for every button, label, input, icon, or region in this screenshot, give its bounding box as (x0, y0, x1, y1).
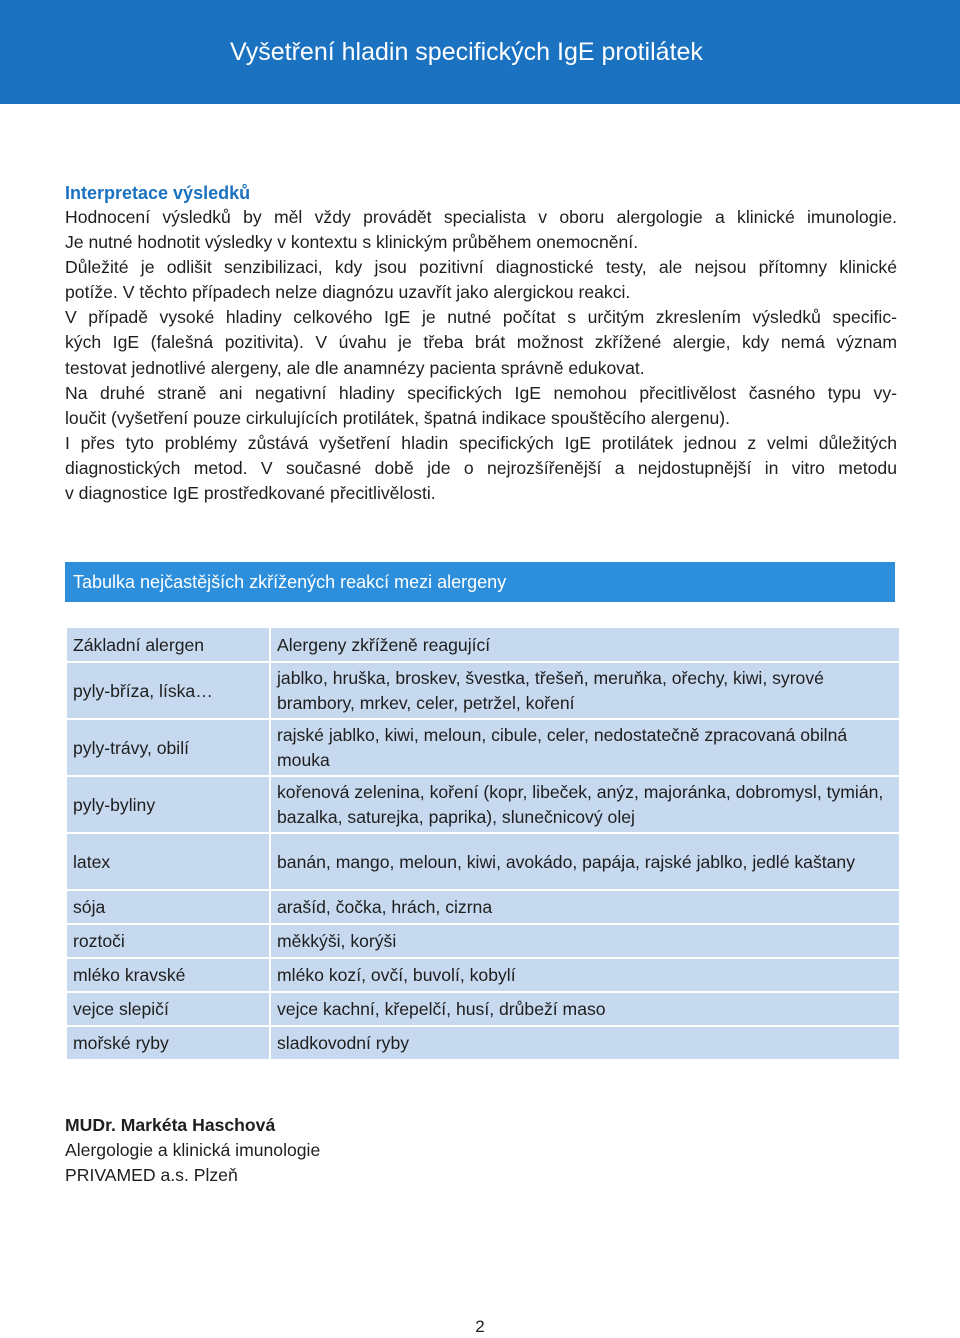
table-header-row (66, 627, 900, 662)
base-allergen-cell: sója (66, 890, 270, 924)
body-line: Důležité je odlišit senzibilizaci, kdy jsou pozitivní diagnostické testy, ale nejsou přítomny klinické (65, 257, 897, 278)
table-row (66, 924, 900, 958)
table-title: Tabulka nejčastějších zkřížených reakcí mezi alergeny (73, 572, 507, 592)
table-row (66, 833, 900, 890)
body-line: kých IgE (falešná pozitivita). V úvahu je třeba brát možnost zkřížené alergie, kdy nemá význam (65, 332, 897, 353)
body-line: testovat jednotlivé alergeny, ale dle anamnézy pacienta správně edukovat. (65, 357, 645, 378)
base-allergen-cell: pyly-trávy, obilí (66, 719, 270, 776)
body-line: diagnostických metod. V současné době jde o nejrozšířenější a nejdostupnější in vitro metodu (65, 457, 897, 478)
cross-reacting-cell: mléko kozí, ovčí, buvolí, kobylí (270, 958, 900, 992)
author-department: Alergologie a klinická imunologie (65, 1140, 321, 1160)
body-line: I přes tyto problémy zůstává vyšetření hladin specifických IgE protilátek jednou z velmi důležitých (65, 432, 897, 453)
base-allergen-cell: latex (66, 833, 270, 890)
cross-reacting-cell: rajské jablko, kiwi, meloun, cibule, celer, nedostatečně zpracovaná obilná mouka (270, 719, 900, 776)
author-name: MUDr. Markéta Haschová (65, 1115, 276, 1135)
cross-reacting-cell: měkkýši, korýši (270, 924, 900, 958)
base-allergen-cell: vejce slepičí (66, 992, 270, 1026)
body-line: v diagnostice IgE prostředkované přecitlivělosti. (65, 483, 436, 504)
body-line: loučit (vyšetření pouze cirkulujících protilátek, špatná indikace spouštěcího alergenu). (65, 407, 731, 428)
table-row (66, 992, 900, 1026)
body-line: Na druhé straně ani negativní hladiny specifických IgE nemohou přecitlivělost časného typu vy- (65, 382, 897, 403)
table-row (66, 958, 900, 992)
author-block (65, 1113, 320, 1188)
base-allergen-cell: roztoči (66, 924, 270, 958)
header-cell-base-allergen: Základní alergen (66, 627, 270, 662)
page-title: Vyšetření hladin specifických IgE protilátek (230, 38, 703, 66)
base-allergen-cell: mořské ryby (66, 1026, 270, 1060)
header-bar (0, 0, 960, 104)
cross-reacting-cell: banán, mango, meloun, kiwi, avokádo, papája, rajské jablko, jedlé kaštany (270, 833, 900, 890)
cross-reacting-cell: sladkovodní ryby (270, 1026, 900, 1060)
header-cell-cross-reacting: Alergeny zkříženě reagující (270, 627, 900, 662)
table-title-bar (65, 562, 895, 602)
cross-reacting-cell: vejce kachní, křepelčí, husí, drůbeží maso (270, 992, 900, 1026)
body-line: Je nutné hodnotit výsledky v kontextu s klinickým průběhem onemocnění. (65, 232, 639, 253)
body-line: Hodnocení výsledků by měl vždy provádět specialista v oboru alergologie a klinické imunologie. (65, 207, 897, 227)
cross-reacting-cell: kořenová zelenina, koření (kopr, libeček, anýz, majoránka, dobromysl, tymián, bazalka, saturejka, paprika), slunečnicový olej (270, 776, 900, 833)
base-allergen-cell: mléko kravské (66, 958, 270, 992)
cross-reaction-table (65, 626, 901, 1061)
table-row (66, 719, 900, 776)
base-allergen-cell: pyly-byliny (66, 776, 270, 833)
table-row (66, 890, 900, 924)
table-row (66, 1026, 900, 1060)
body-line: potíže. V těchto případech nelze diagnózu uzavřít jako alergickou reakci. (65, 282, 631, 303)
interpretation-body (65, 205, 897, 506)
cross-reacting-cell: arašíd, čočka, hrách, cizrna (270, 890, 900, 924)
page-number: 2 (475, 1317, 485, 1336)
section-heading-interpretation: Interpretace výsledků (65, 183, 251, 203)
author-institution: PRIVAMED a.s. Plzeň (65, 1165, 238, 1185)
body-line: V případě vysoké hladiny celkového IgE je nutné počítat s určitým zkreslením výsledků specific- (65, 307, 897, 328)
table-row (66, 662, 900, 719)
base-allergen-cell: pyly-bříza, líska… (66, 662, 270, 719)
table-row (66, 776, 900, 833)
cross-reacting-cell: jablko, hruška, broskev, švestka, třešeň, meruňka, ořechy, kiwi, syrové brambory, mrkev, celer, petržel, koření (270, 662, 900, 719)
